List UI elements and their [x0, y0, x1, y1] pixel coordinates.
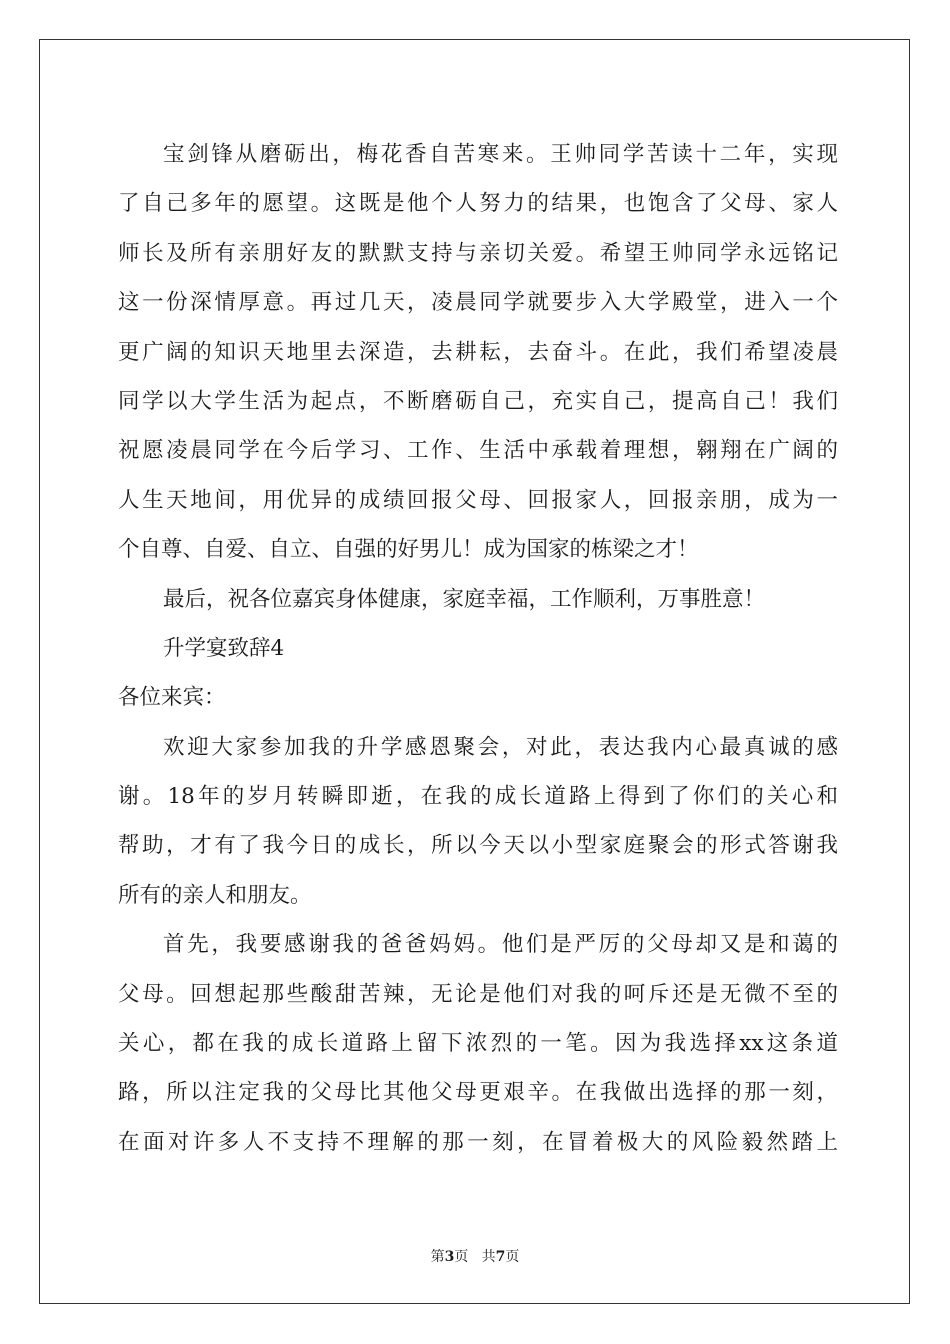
- paragraph-line: 在面对许多人不支持不理解的那一刻，在冒着极大的风险毅然踏上: [118, 1129, 838, 1155]
- page-number: 3: [444, 1249, 455, 1265]
- total-suffix: 页: [505, 1249, 520, 1265]
- page-prefix: 第: [430, 1249, 445, 1265]
- paragraph-line: 更广阔的知识天地里去深造，去耕耘，去奋斗。在此，我们希望凌晨: [118, 339, 838, 365]
- page-footer: [0, 1246, 950, 1266]
- paragraph-line: 父母。回想起那些酸甜苦辣，无论是他们对我的呵斥还是无微不至的: [118, 981, 838, 1007]
- paragraph-line: 最后，祝各位嘉宾身体健康，家庭幸福，工作顺利，万事胜意！: [163, 586, 766, 612]
- paragraph-line: 了自己多年的愿望。这既是他个人努力的结果，也饱含了父母、家人: [118, 191, 838, 217]
- paragraph-line: 首先，我要感谢我的爸爸妈妈。他们是严厉的父母却又是和蔼的: [163, 932, 838, 958]
- paragraph-line: 关心，都在我的成长道路上留下浓烈的一笔。因为我选择xx这条道: [118, 1031, 838, 1057]
- page-suffix: 页: [454, 1249, 469, 1265]
- paragraph-line: 人生天地间，用优异的成绩回报父母、回报家人，回报亲朋，成为一: [118, 487, 838, 513]
- total-pages: 7: [495, 1249, 506, 1265]
- paragraph-line: 这一份深情厚意。再过几天，凌晨同学就要步入大学殿堂，进入一个: [118, 290, 838, 316]
- salutation: 各位来宾：: [118, 685, 226, 711]
- section-heading: 升学宴致辞4: [163, 635, 285, 661]
- total-prefix: 共: [481, 1249, 496, 1265]
- paragraph-line: 欢迎大家参加我的升学感恩聚会，对此，表达我内心最真诚的感: [163, 734, 838, 760]
- document-body: [118, 130, 838, 1167]
- paragraph-line: 帮助，才有了我今日的成长，所以今天以小型家庭聚会的形式答谢我: [118, 833, 838, 859]
- paragraph-line: 个自尊、自爱、自立、自强的好男儿！成为国家的栋梁之才！: [118, 537, 699, 563]
- paragraph-line: 所有的亲人和朋友。: [118, 882, 312, 908]
- paragraph-line: 路，所以注定我的父母比其他父母更艰辛。在我做出选择的那一刻，: [118, 1080, 838, 1106]
- paragraph-line: 祝愿凌晨同学在今后学习、工作、生活中承载着理想，翱翔在广阔的: [118, 438, 838, 464]
- paragraph-line: 宝剑锋从磨砺出，梅花香自苦寒来。王帅同学苦读十二年，实现: [163, 142, 838, 167]
- paragraph-line: 师长及所有亲朋好友的默默支持与亲切关爱。希望王帅同学永远铭记: [118, 240, 838, 266]
- paragraph-line: 谢。18年的岁月转瞬即逝，在我的成长道路上得到了你们的关心和: [118, 784, 838, 810]
- paragraph-line: 同学以大学生活为起点，不断磨砺自己，充实自己，提高自己！我们: [118, 388, 838, 414]
